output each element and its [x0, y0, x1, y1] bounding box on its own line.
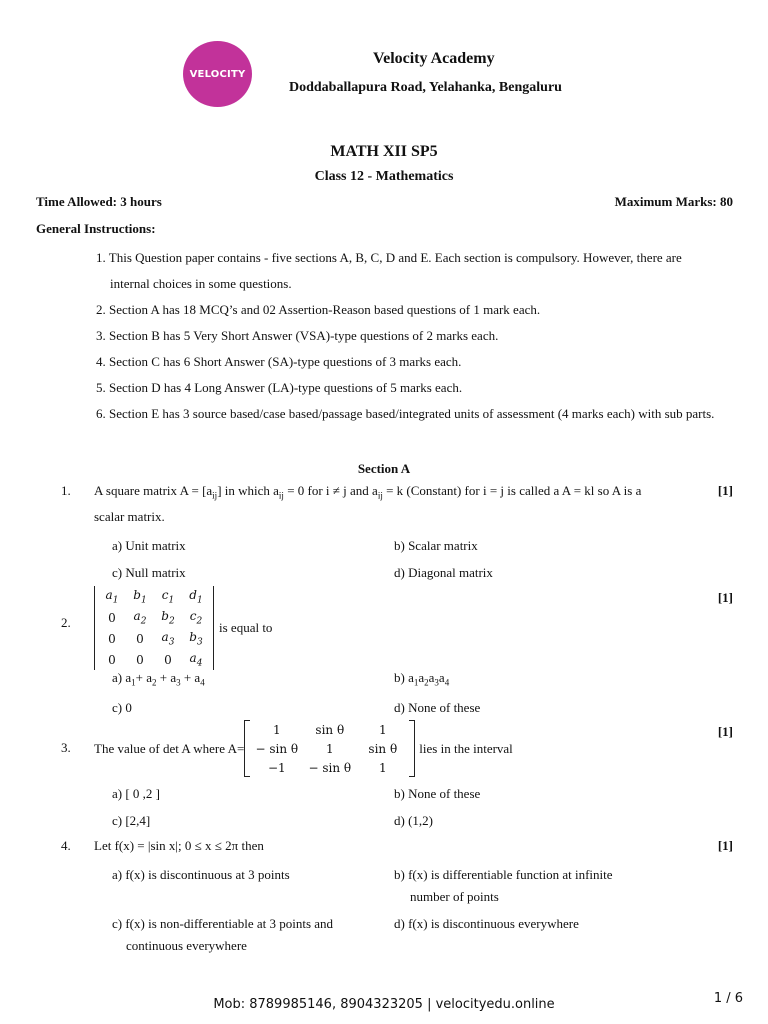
q1-text-part: = 0 for i ≠ j and a — [283, 483, 378, 498]
q4-option-c-line2: continuous everywhere — [126, 938, 247, 953]
matrix-cell: 0 — [108, 652, 116, 667]
instructions-list — [96, 245, 716, 426]
academy-name: Velocity Academy — [373, 50, 495, 67]
q1-text-part: = k (Constant) for i = j is called a A = kl so A is a — [382, 483, 642, 498]
matrix-cell: $b_2$ — [161, 608, 175, 627]
q3-option-d: d) (1,2) — [394, 813, 433, 828]
q2-option-c: c) 0 — [112, 700, 132, 715]
q1-option-a: a) Unit matrix — [112, 538, 186, 553]
matrix-cell: $b_3$ — [189, 629, 203, 648]
matrix-cell: $d_1$ — [189, 587, 203, 606]
q4-text: Let f(x) = |sin x|; 0 ≤ x ≤ 2π then — [94, 838, 264, 853]
right-bracket — [409, 720, 415, 777]
velocity-logo — [183, 41, 252, 107]
matrix-cell: 1 — [378, 722, 387, 737]
q2-determinant — [94, 586, 214, 670]
matrix-cell: sin θ — [368, 741, 398, 756]
instruction-item: 1. This Question paper contains - five sections A, B, C, D and E. Each section is compulsory. However, there are internal choices in some questions. — [96, 250, 682, 291]
matrix-cell: $a_3$ — [161, 629, 175, 648]
q3-text — [94, 720, 513, 777]
q1-sub: ij — [377, 490, 383, 501]
matrix-cell: − sin θ — [255, 741, 299, 756]
matrix-cell: $c_1$ — [161, 587, 175, 606]
instruction-item: 6. Section E has 3 source based/case based/passage based/integrated units of assessment (4 marks each) with sub parts. — [96, 406, 715, 421]
q1-option-c: c) Null matrix — [112, 565, 186, 580]
q1-sub: ij — [278, 490, 284, 501]
q1-text-part: ] in which a — [217, 483, 279, 498]
q2-suffix: is equal to — [219, 620, 273, 635]
matrix-cell: 0 — [164, 652, 172, 667]
q1-number: 1. — [61, 483, 71, 498]
q1-text-part: A square matrix A = [a — [94, 483, 213, 498]
q2-text — [94, 586, 272, 670]
matrix-cell: $a_4$ — [189, 650, 203, 669]
maximum-marks: Maximum Marks: 80 — [614, 194, 733, 209]
q3-option-a: a) [ 0 ,2 ] — [112, 786, 161, 801]
q1-sub: ij — [212, 490, 218, 501]
q1-marks: [1] — [717, 483, 733, 498]
matrix-cell: $b_1$ — [133, 587, 147, 606]
q3-suffix: lies in the interval — [419, 740, 513, 756]
instruction-item: 5. Section D has 4 Long Answer (LA)-type questions of 5 marks each. — [96, 380, 463, 395]
left-bracket — [244, 720, 250, 777]
time-allowed: Time Allowed: 3 hours — [36, 194, 162, 209]
instruction-item: 2. Section A has 18 MCQ’s and 02 Assertion-Reason based questions of 1 mark each. — [96, 302, 541, 317]
matrix-cell: −1 — [267, 760, 286, 775]
instruction-item: 3. Section B has 5 Very Short Answer (VSA)-type questions of 2 marks each. — [96, 328, 499, 343]
q2-option-d: d) None of these — [394, 700, 481, 715]
q2-option-a: a) $a_1+ a_2 + a_3 + a_4$ — [112, 670, 205, 688]
q4-marks: [1] — [717, 838, 733, 853]
q3-number: 3. — [61, 740, 71, 755]
matrix-cell: 0 — [108, 631, 116, 646]
matrix-cell: − sin θ — [308, 760, 352, 775]
matrix-cell: 1 — [378, 760, 387, 775]
page-number: 1 / 6 — [713, 991, 743, 1006]
general-instructions-label: General Instructions: — [36, 221, 156, 236]
paper-subtitle: Class 12 - Mathematics — [314, 169, 454, 184]
q4-option-c: c) f(x) is non-differentiable at 3 points and — [112, 916, 334, 931]
q2-option-b: b) $a_1a_2a_3a_4$ — [394, 670, 450, 688]
matrix-cell: 0 — [136, 652, 144, 667]
q4-option-a: a) f(x) is discontinuous at 3 points — [112, 867, 290, 882]
matrix-cell: sin θ — [315, 722, 345, 737]
matrix-cell: $a_1$ — [105, 587, 119, 606]
matrix-cell: $a_2$ — [133, 608, 147, 627]
q3-marks: [1] — [717, 724, 733, 739]
q4-option-d: d) f(x) is discontinuous everywhere — [394, 916, 579, 931]
matrix-cell: 1 — [272, 722, 281, 737]
academy-address: Doddaballapura Road, Yelahanka, Bengaluru — [289, 80, 562, 95]
q1-text-line2: scalar matrix. — [94, 509, 165, 524]
paper-title: MATH XII SP5 — [330, 143, 438, 160]
q3-option-c: c) [2,4] — [112, 813, 151, 828]
q4-number: 4. — [61, 838, 71, 853]
q2-marks: [1] — [717, 590, 733, 605]
matrix-cell: 1 — [325, 741, 334, 756]
q4-option-b-line2: number of points — [410, 889, 499, 904]
matrix-cell: 0 — [108, 610, 116, 625]
matrix-cell: 0 — [136, 631, 144, 646]
q1-text — [94, 483, 704, 501]
q3-option-b: b) None of these — [394, 786, 481, 801]
q1-option-b: b) Scalar matrix — [394, 538, 478, 553]
footer-contact: Mob: 8789985146, 8904323205 | velocityedu.online — [213, 997, 555, 1012]
matrix-cell: $c_2$ — [189, 608, 203, 627]
logo-text: VELOCITY — [189, 68, 246, 80]
q3-prefix: The value of det A where A= — [94, 740, 245, 756]
q3-matrix — [244, 720, 415, 777]
q4-option-b: b) f(x) is differentiable function at infinite — [394, 867, 613, 882]
q2-number: 2. — [61, 615, 71, 630]
instruction-item: 4. Section C has 6 Short Answer (SA)-type questions of 3 marks each. — [96, 354, 462, 369]
section-a-heading: Section A — [357, 461, 411, 476]
q1-option-d: d) Diagonal matrix — [394, 565, 493, 580]
